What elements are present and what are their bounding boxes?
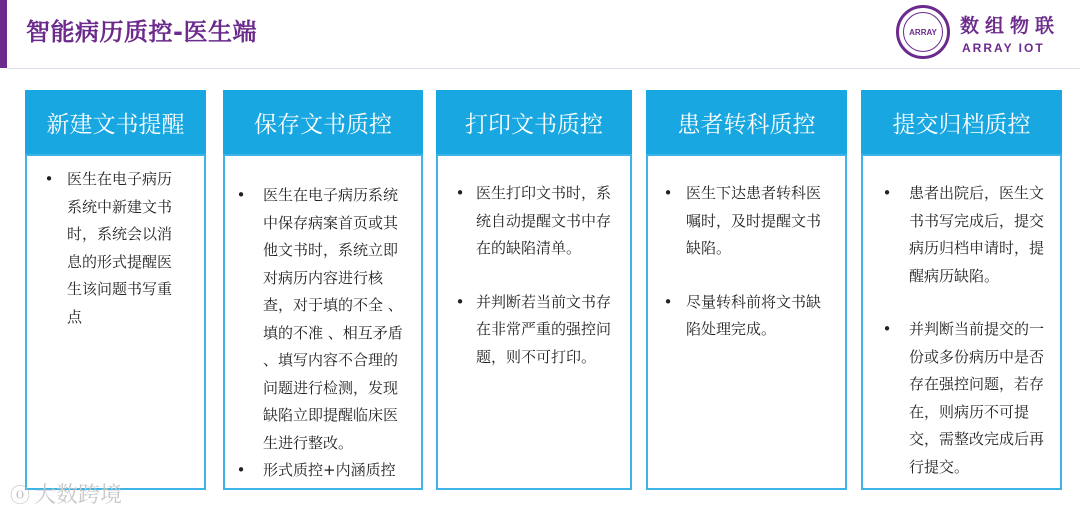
card-body	[861, 154, 1062, 490]
bullet-item: • 并判断当前提交的一份或多份病历中是否存在强控问题，若存在，则病历不可提交，需整改完成后再行提交。	[882, 320, 1045, 476]
bullet-item: • 患者出院后，医生文书书写完成后，提交病历归档申请时，提醒病历缺陷。	[882, 184, 1045, 285]
card-body	[646, 154, 847, 490]
card-save-document-qc	[223, 90, 423, 490]
card-new-document-reminder	[25, 90, 206, 490]
logo-chinese-name: 数组物联	[960, 15, 1061, 37]
card-patient-transfer-qc	[646, 90, 847, 490]
bullet-item: • 并判断若当前文书存在非常严重的强控问题，则不可打印。	[455, 292, 612, 366]
bullet-item: • 形式质控+内涵质控	[236, 461, 396, 479]
watermark	[10, 478, 122, 509]
page-title: 智能病历质控-医生端	[26, 18, 257, 46]
logo-english-name: ARRAY IOT	[962, 41, 1045, 55]
card-body	[436, 154, 632, 490]
title-accent-bar	[0, 0, 7, 68]
card-title: 患者转科质控	[646, 90, 847, 154]
bullet-item: • 尽量转科前将文书缺陷处理完成。	[663, 292, 822, 338]
company-logo	[896, 5, 1066, 65]
card-title: 打印文书质控	[436, 90, 632, 154]
card-title: 新建文书提醒	[25, 90, 206, 154]
logo-seal-icon	[896, 5, 950, 59]
watermark-logo-icon: ⓞ	[10, 483, 30, 507]
bullet-item: • 医生在电子病历系统中新建文书时，系统会以消息的形式提醒医生该问题书写重点	[44, 170, 173, 326]
bullet-item: • 医生下达患者转科医嘱时，及时提醒文书缺陷。	[663, 184, 822, 257]
card-title: 提交归档质控	[861, 90, 1062, 154]
watermark-text: 大数跨境	[34, 483, 123, 508]
card-title: 保存文书质控	[223, 90, 423, 154]
card-print-document-qc	[436, 90, 632, 490]
card-body	[223, 154, 423, 490]
logo-seal-text: ARRAY	[903, 12, 943, 52]
card-body	[25, 154, 206, 490]
header-divider	[7, 68, 1080, 69]
bullet-item: • 医生打印文书时，系统自动提醒文书中存在的缺陷清单。	[455, 184, 612, 257]
bullet-item: • 医生在电子病历系统中保存病案首页或其他文书时，系统立即对病历内容进行核查，对于填的不全 、填的不准 、相互矛盾 、填写内容不合理的问题进行检测，发现缺陷立即提醒临床医生进行整改。	[236, 186, 403, 452]
card-submit-archive-qc	[861, 90, 1062, 490]
